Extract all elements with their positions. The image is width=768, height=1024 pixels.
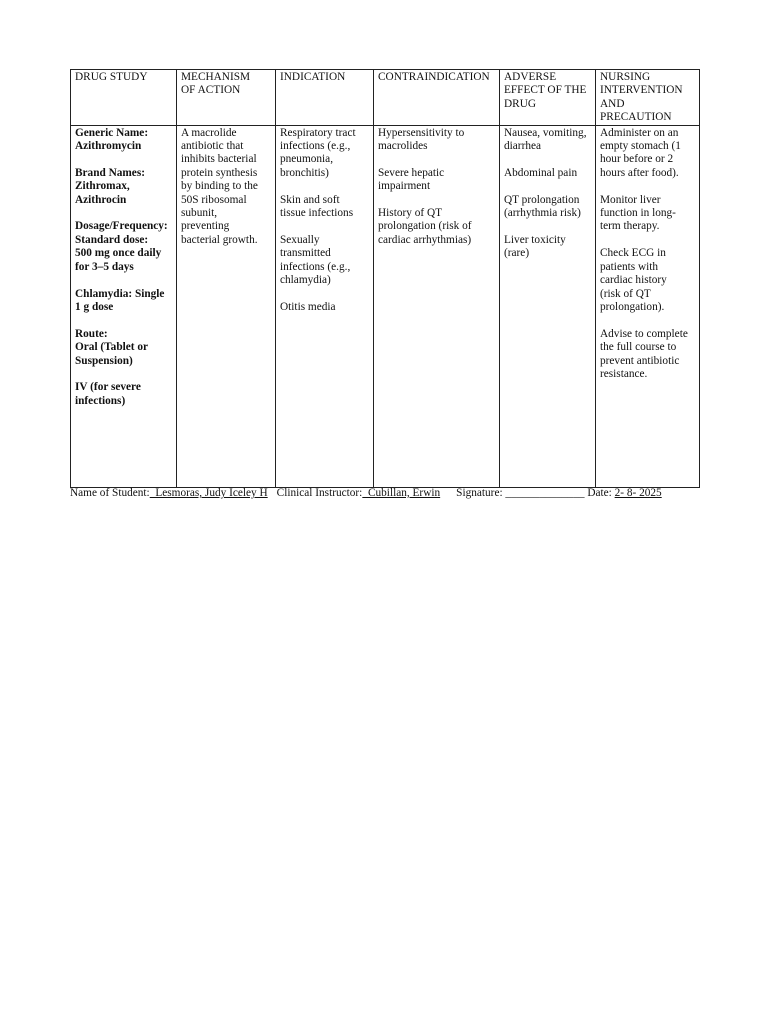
header-nursing-intervention: NURSING INTERVENTION AND PRECAUTION [596, 70, 700, 126]
student-label: Name of Student: [70, 487, 150, 499]
signature-label: Signature: [456, 487, 503, 499]
cell-contraindication: Hypersensitivity to macrolides Severe hepatic impairment History of QT prolongation (risk of cardiac arrhythmias) [374, 125, 500, 487]
table-row [71, 125, 700, 487]
date-value: 2- 8- 2025 [614, 487, 662, 499]
header-adverse-effect: ADVERSE EFFECT OF THE DRUG [500, 70, 596, 126]
header-drug-study: DRUG STUDY [71, 70, 177, 126]
instructor-label: Clinical Instructor: [276, 487, 363, 499]
signature-blank: ______________ [505, 487, 585, 499]
header-mechanism-of-action: MECHANISM OF ACTION [177, 70, 276, 126]
cell-mechanism: A macrolide antibiotic that inhibits bacterial protein synthesis by binding to the 50S ribosomal subunit, preventing bacterial growth. [177, 125, 276, 487]
cell-adverse-effect: Nausea, vomiting, diarrhea Abdominal pain QT prolongation (arrhythmia risk) Liver toxicity (rare) [500, 125, 596, 487]
header-indication: INDICATION [276, 70, 374, 126]
cell-indication: Respiratory tract infections (e.g., pneumonia, bronchitis) Skin and soft tissue infections Sexually transmitted infections (e.g., chlamydia) Otitis media [276, 125, 374, 487]
student-name: Lesmoras, Judy Iceley H [149, 487, 268, 499]
table-header-row [71, 70, 700, 126]
instructor-name: Cubillan, Erwin [362, 487, 441, 499]
date-label: Date: [587, 487, 612, 499]
header-contraindication: CONTRAINDICATION [374, 70, 500, 126]
cell-nursing-intervention: Administer on an empty stomach (1 hour before or 2 hours after food). Monitor liver function in long- term therapy. Check ECG in patients with cardiac history (risk of QT prolongation). Advise to complete the full course to prevent antibiotic resistance. [596, 125, 700, 487]
cell-drug-study: Generic Name: Azithromycin Brand Names: Zithromax, Azithrocin Dosage/Frequency: Standard dose: 500 mg once daily for 3–5 days Chlamydia: Single 1 g dose Route: Oral (Tablet or Suspension) IV (for severe infections) [71, 125, 177, 487]
drug-study-table [70, 69, 700, 488]
footer-line [70, 486, 662, 500]
